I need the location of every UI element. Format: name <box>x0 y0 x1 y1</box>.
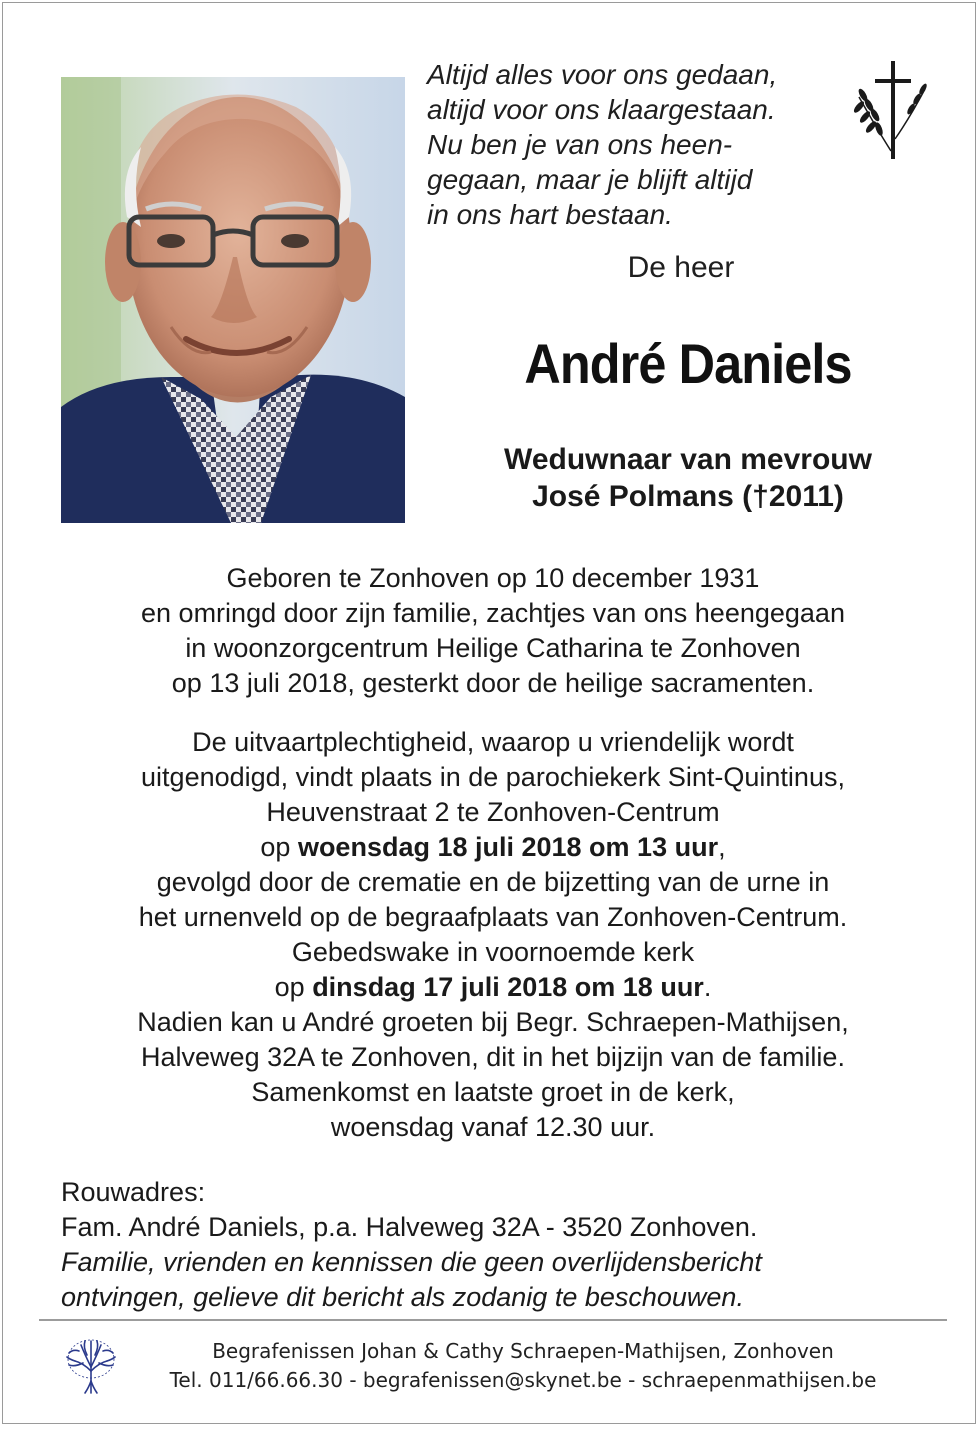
widow-line: Weduwnaar van mevrouw <box>504 443 872 476</box>
funeral-home-name: Begrafenissen Johan & Cathy Schraepen-Mathijsen, Zonhoven <box>212 1339 834 1363</box>
vigil-date: dinsdag 17 juli 2018 om 18 uur <box>312 972 704 1002</box>
paragraph-line: Samenkomst en laatste groet in de kerk, <box>251 1077 735 1107</box>
address-line: Fam. André Daniels, p.a. Halveweg 32A - 3520 Zonhoven. <box>61 1212 758 1242</box>
paragraph-line: Geboren te Zonhoven op 10 december 1931 <box>226 563 760 593</box>
deceased-name: André Daniels <box>524 332 852 395</box>
paragraph-line: Nadien kan u André groeten bij Begr. Schraepen-Mathijsen, <box>137 1007 849 1037</box>
obituary-card <box>2 2 976 1424</box>
paragraph-line: De uitvaartplechtigheid, waarop u vriendelijk wordt <box>192 727 794 757</box>
paragraph-line: op 13 juli 2018, gesterkt door de heilige sacramenten. <box>171 668 815 698</box>
paragraph-line: Gebedswake in voornoemde kerk <box>291 937 695 967</box>
vigil-date-line <box>43 970 943 1005</box>
poem-line: Nu ben je van ons heen- <box>427 129 733 160</box>
funeral-home-contact: Tel. 011/66.66.30 - begrafenissen@skynet.be - schraepenmathijsen.be <box>169 1368 877 1392</box>
line-suffix: . <box>703 972 712 1002</box>
mourning-address <box>61 1175 941 1315</box>
notice-line: ontvingen, gelieve dit bericht als zodanig te beschouwen. <box>61 1282 744 1312</box>
paragraph-line: gevolgd door de crematie en de bijzetting van de urne in <box>156 867 830 897</box>
portrait-photo <box>61 77 405 523</box>
line-suffix: , <box>718 832 726 862</box>
paragraph-line: en omringd door zijn familie, zachtjes van ons heengegaan <box>141 598 845 628</box>
address-label: Rouwadres: <box>61 1177 206 1207</box>
tree-logo-icon <box>65 1337 117 1395</box>
cross-with-wheat-icon <box>853 59 933 163</box>
paragraph-line: het urnenveld op de begraafplaats van Zonhoven-Centrum. <box>138 902 848 932</box>
memorial-poem <box>427 57 847 232</box>
ceremony-paragraph <box>43 725 943 1145</box>
poem-line: altijd voor ons klaargestaan. <box>427 94 776 125</box>
funeral-date: woensdag 18 juli 2018 om 13 uur <box>297 832 719 862</box>
paragraph-line: uitgenodigd, vindt plaats in de parochiekerk Sint-Quintinus, <box>141 762 845 792</box>
widow-info <box>423 441 953 515</box>
spouse-name: José Polmans (†2011) <box>532 480 844 513</box>
poem-line: Altijd alles voor ons gedaan, <box>427 59 778 90</box>
poem-line: in ons hart bestaan. <box>427 199 673 230</box>
paragraph-line: woensdag vanaf 12.30 uur. <box>330 1112 656 1142</box>
funeral-home-footer <box>123 1337 923 1395</box>
notice-line: Familie, vrienden en kennissen die geen overlijdensbericht <box>61 1247 762 1277</box>
paragraph-line: in woonzorgcentrum Heilige Catharina te Zonhoven <box>185 633 801 663</box>
line-prefix: op <box>260 832 298 862</box>
divider <box>39 1319 947 1321</box>
portrait-illustration <box>61 77 405 523</box>
title-prefix: De heer <box>627 251 735 284</box>
birth-death-paragraph <box>43 561 943 701</box>
paragraph-line: Halveweg 32A te Zonhoven, dit in het bijzijn van de familie. <box>141 1042 845 1072</box>
line-prefix: op <box>274 972 313 1002</box>
paragraph-line: Heuvenstraat 2 te Zonhoven-Centrum <box>266 797 720 827</box>
funeral-date-line <box>43 830 943 865</box>
poem-line: gegaan, maar je blijft altijd <box>427 164 753 195</box>
